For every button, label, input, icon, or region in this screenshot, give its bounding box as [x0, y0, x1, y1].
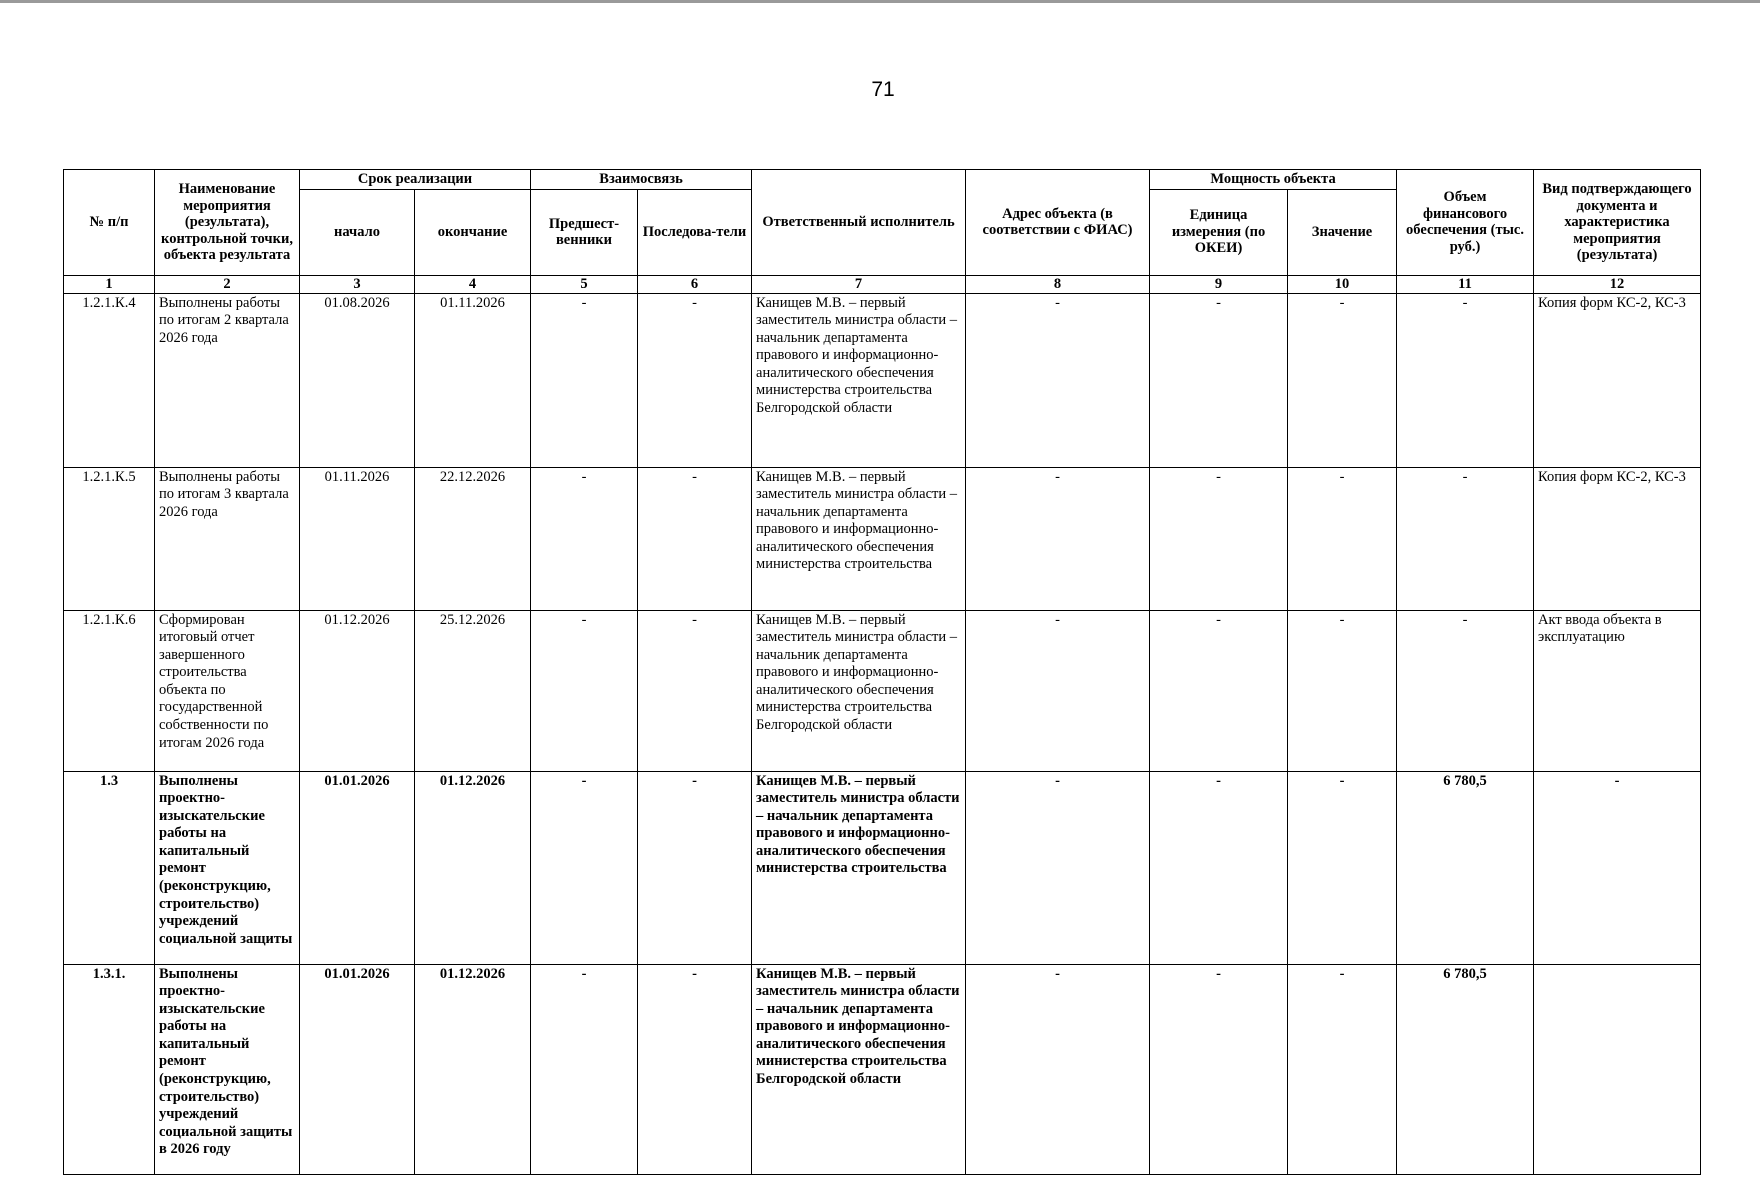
row-start: 01.08.2026 — [300, 293, 415, 467]
column-number: 9 — [1150, 275, 1288, 293]
column-number: 12 — [1534, 275, 1701, 293]
row-prev: - — [531, 467, 638, 610]
row-start: 01.01.2026 — [300, 771, 415, 964]
row-end: 01.12.2026 — [415, 771, 531, 964]
column-number: 8 — [966, 275, 1150, 293]
row-responsible: Канищев М.В. – первый заместитель министра области – начальник департамента правового и информационно-аналитического обеспечения министерства строительства Белгородской области — [752, 964, 966, 1174]
header-term: Срок реализации — [300, 170, 531, 190]
top-border-line — [0, 0, 1760, 3]
page-number: 71 — [871, 78, 895, 101]
row-finance: - — [1397, 467, 1534, 610]
row-address: - — [966, 771, 1150, 964]
row-prev: - — [531, 771, 638, 964]
row-address: - — [966, 467, 1150, 610]
row-unit: - — [1150, 610, 1288, 771]
header-term-start: начало — [300, 189, 415, 275]
column-number: 3 — [300, 275, 415, 293]
row-prev: - — [531, 293, 638, 467]
header-num: № п/п — [64, 170, 155, 276]
row-next: - — [638, 964, 752, 1174]
row-start: 01.11.2026 — [300, 467, 415, 610]
header-value: Значение — [1288, 189, 1397, 275]
row-unit: - — [1150, 771, 1288, 964]
column-number: 5 — [531, 275, 638, 293]
row-code: 1.2.1.К.5 — [64, 467, 155, 610]
row-name: Выполнены работы по итогам 3 квартала 2026 года — [155, 467, 300, 610]
header-address: Адрес объекта (в соответствии с ФИАС) — [966, 170, 1150, 276]
table-row — [64, 467, 1701, 610]
header-responsible: Ответственный исполнитель — [752, 170, 966, 276]
row-address: - — [966, 610, 1150, 771]
row-address: - — [966, 293, 1150, 467]
row-end: 01.12.2026 — [415, 964, 531, 1174]
row-name: Выполнены проектно-изыскательские работы на капитальный ремонт (реконструкцию, строительство) учреждений социальной защиты в 2026 году — [155, 964, 300, 1174]
row-prev: - — [531, 610, 638, 771]
row-name: Выполнены работы по итогам 2 квартала 2026 года — [155, 293, 300, 467]
header-finance: Объем финансового обеспечения (тыс. руб.) — [1397, 170, 1534, 276]
column-number: 1 — [64, 275, 155, 293]
row-value: - — [1288, 610, 1397, 771]
row-doc: Акт ввода объекта в эксплуатацию — [1534, 610, 1701, 771]
table-row — [64, 964, 1701, 1174]
column-number: 7 — [752, 275, 966, 293]
column-number: 2 — [155, 275, 300, 293]
row-unit: - — [1150, 467, 1288, 610]
header-link-next: Последова-тели — [638, 189, 752, 275]
column-number: 4 — [415, 275, 531, 293]
header-capacity: Мощность объекта — [1150, 170, 1397, 190]
row-finance: 6 780,5 — [1397, 964, 1534, 1174]
row-value: - — [1288, 467, 1397, 610]
table-row — [64, 293, 1701, 467]
column-number: 10 — [1288, 275, 1397, 293]
row-end: 22.12.2026 — [415, 467, 531, 610]
header-link: Взаимосвязь — [531, 170, 752, 190]
row-end: 25.12.2026 — [415, 610, 531, 771]
row-name: Сформирован итоговый отчет завершенного строительства объекта по государственной собственности по итогам 2026 года — [155, 610, 300, 771]
column-number: 6 — [638, 275, 752, 293]
table-row — [64, 771, 1701, 964]
row-doc: Копия форм КС-2, КС-3 — [1534, 467, 1701, 610]
row-responsible: Канищев М.В. – первый заместитель министра области – начальник департамента правового и информационно-аналитического обеспечения министерства строительства Белгородской области — [752, 610, 966, 771]
header-link-prev: Предшест-венники — [531, 189, 638, 275]
row-start: 01.12.2026 — [300, 610, 415, 771]
row-code: 1.3.1. — [64, 964, 155, 1174]
row-unit: - — [1150, 964, 1288, 1174]
row-doc: - — [1534, 771, 1701, 964]
row-next: - — [638, 771, 752, 964]
row-next: - — [638, 293, 752, 467]
row-prev: - — [531, 964, 638, 1174]
row-finance: - — [1397, 293, 1534, 467]
row-finance: - — [1397, 610, 1534, 771]
row-responsible: Канищев М.В. – первый заместитель министра области – начальник департамента правового и информационно-аналитического обеспечения министерства строительства — [752, 467, 966, 610]
row-value: - — [1288, 771, 1397, 964]
row-value: - — [1288, 293, 1397, 467]
header-term-end: окончание — [415, 189, 531, 275]
row-unit: - — [1150, 293, 1288, 467]
row-code: 1.3 — [64, 771, 155, 964]
header-unit: Единица измерения (по ОКЕИ) — [1150, 189, 1288, 275]
row-address: - — [966, 964, 1150, 1174]
row-value: - — [1288, 964, 1397, 1174]
row-code: 1.2.1.К.6 — [64, 610, 155, 771]
row-doc: Копия форм КС-2, КС-3 — [1534, 293, 1701, 467]
row-code: 1.2.1.К.4 — [64, 293, 155, 467]
row-next: - — [638, 467, 752, 610]
row-name: Выполнены проектно-изыскательские работы на капитальный ремонт (реконструкцию, строительство) учреждений социальной защиты — [155, 771, 300, 964]
row-responsible: Канищев М.В. – первый заместитель министра области – начальник департамента правового и информационно-аналитического обеспечения министерства строительства — [752, 771, 966, 964]
column-number: 11 — [1397, 275, 1534, 293]
row-start: 01.01.2026 — [300, 964, 415, 1174]
row-doc — [1534, 964, 1701, 1174]
header-doc: Вид подтверждающего документа и характеристика мероприятия (результата) — [1534, 170, 1701, 276]
implementation-plan-table — [63, 169, 1701, 1175]
row-end: 01.11.2026 — [415, 293, 531, 467]
row-responsible: Канищев М.В. – первый заместитель министра области – начальник департамента правового и информационно-аналитического обеспечения министерства строительства Белгородской области — [752, 293, 966, 467]
header-name: Наименование мероприятия (результата), контрольной точки, объекта результата — [155, 170, 300, 276]
table-row — [64, 610, 1701, 771]
row-finance: 6 780,5 — [1397, 771, 1534, 964]
row-next: - — [638, 610, 752, 771]
